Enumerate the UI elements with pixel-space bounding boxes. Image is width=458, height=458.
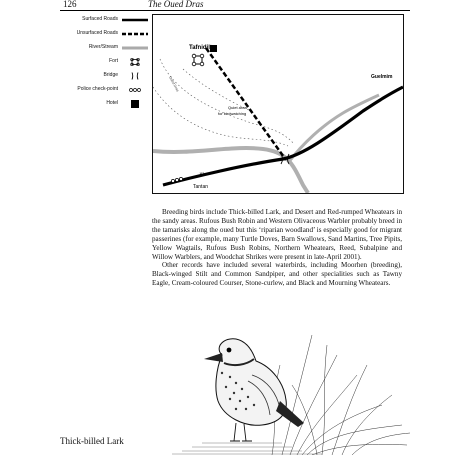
fort-icon [122,58,148,66]
paragraph-breeding: Breeding birds include Thick-billed Lark, and Desert and Red-rumped Wheatears in the sandy areas. Rufous Bush Robin and Western Olivaceous Warbler probably breed in the tamarisks along the oued but this ‘riparian woodland’ is especially good for migrant passerines (for example, many Turtle Doves, Barn Swallows, Sand Martins, Tree Pipits, Yellow Wagtails, Rufous Bush Robins, Northern Wheatears, Reed, Subalpine and Willow Warblers, and Woodchat Shrikes were present in late-April 2001). [152,208,402,261]
fort-icon [192,54,204,66]
map-drawing [153,15,403,193]
legend-label: Unsurfaced Roads [76,30,118,36]
legend-label: Police check-point [77,86,118,92]
hotel-icon [122,100,148,108]
legend-row-fort [66,56,148,67]
map [152,14,404,194]
legend-row-unsurfaced-roads [66,28,148,39]
page-number: 126 [63,0,77,9]
area-label-quiet: Quiet area [228,105,247,110]
unsurfaced-road-path [206,48,286,160]
place-label-tantan: Tantan [193,184,209,190]
legend-label: River/Stream [88,44,118,50]
road-number-label: N1 [199,171,205,176]
legend-row-river [66,42,148,53]
grass-background [272,335,410,455]
legend-label: Hotel [106,100,118,106]
header-rule [60,10,410,11]
legend-row-surfaced-roads [66,14,148,25]
legend-row-bridge [66,70,148,81]
ground-hatching [172,443,322,454]
running-head: The Oued Dras [148,0,204,9]
checkpoint-icon [122,86,148,94]
valley-outline-path-2 [153,87,288,146]
river-icon [122,44,148,52]
thick-billed-lark-illustration [152,305,412,455]
legend-label: Fort [109,58,118,64]
place-label-guelmim: Guelmim [371,74,393,80]
map-legend [66,14,148,112]
body-text [152,208,402,288]
legend-label: Surfaced Roads [82,16,118,22]
lark-body [204,339,304,441]
river-label: Oued Dras [168,75,180,93]
paragraph-other-records: Other records have included several waterbirds, including Moorhen (breeding), Black-winged Stilt and Common Sandpiper, and other specialities such as Tawny Eagle, Cream-coloured Courser, Stone-curlew, and Black and Mourning Wheatears. [152,261,402,288]
surfaced-road-icon [122,16,148,24]
unsurfaced-road-icon [122,30,148,38]
place-label-tafnidilt: Tafnidilt [189,45,212,51]
legend-row-checkpoint [66,84,148,95]
valley-outline-path [160,59,293,143]
page-header [60,0,410,10]
legend-row-hotel [66,98,148,109]
legend-label: Bridge [103,72,118,78]
bridge-icon [122,72,148,80]
river-path [153,148,308,193]
illustration-caption: Thick-billed Lark [60,436,124,446]
area-label-birdwatching: for birdwatching [218,111,247,116]
